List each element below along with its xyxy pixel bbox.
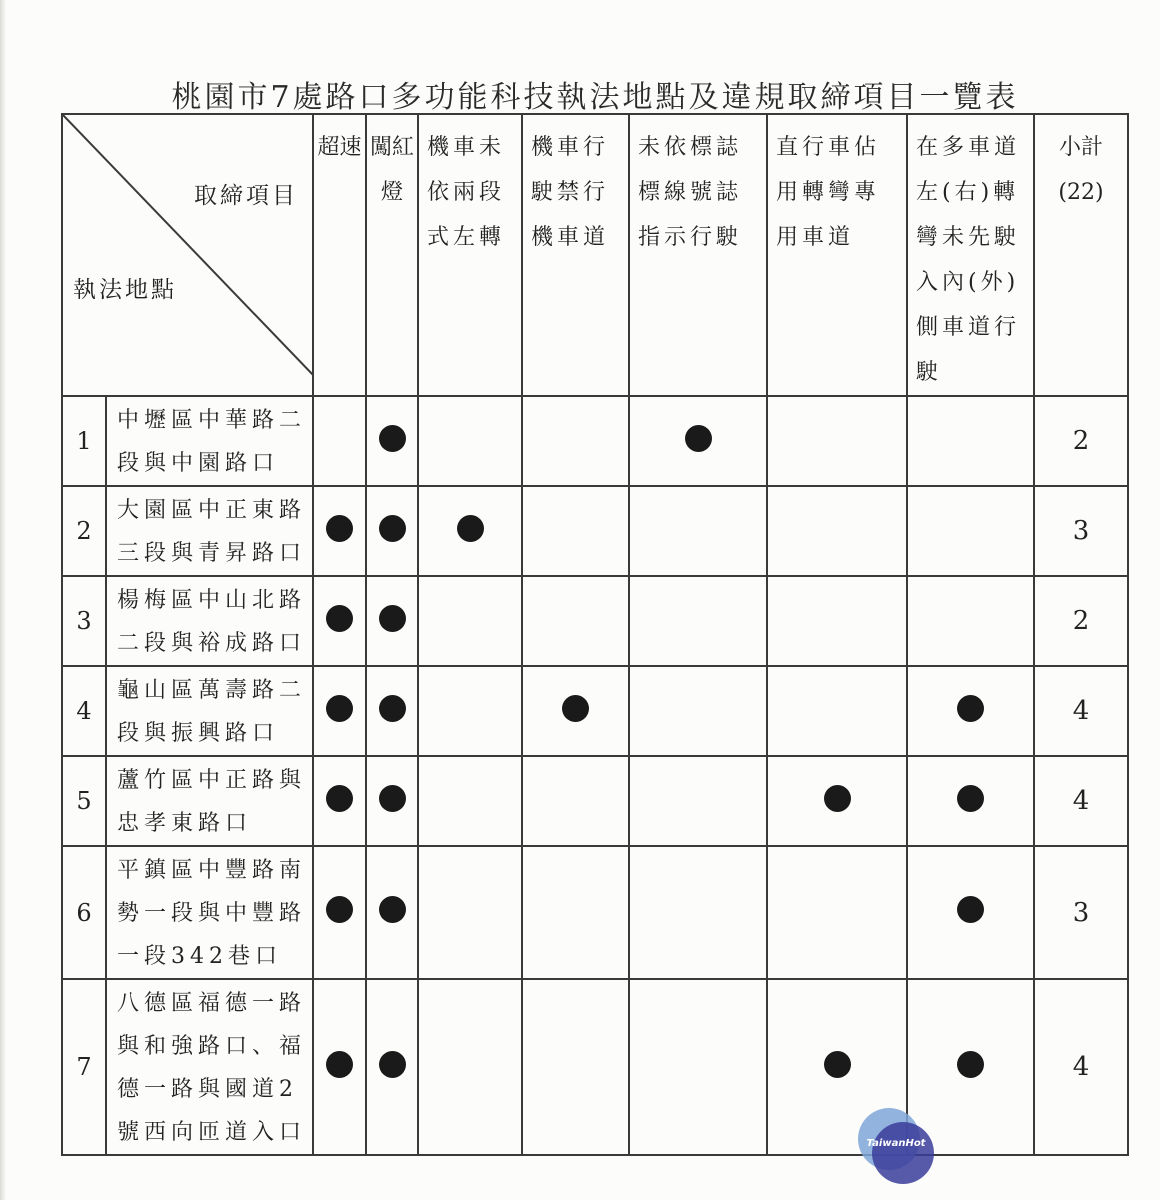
mark-cell <box>522 666 629 756</box>
mark-cell <box>522 979 629 1155</box>
table-row <box>62 846 1128 979</box>
location-cell: 楊梅區中山北路二段與裕成路口 <box>106 576 313 666</box>
filled-dot-marker <box>562 695 589 722</box>
mark-cell <box>366 756 418 846</box>
row-subtotal: 4 <box>1034 979 1128 1155</box>
row-number: 2 <box>62 486 106 576</box>
subtotal-total: (22) <box>1058 180 1104 205</box>
mark-cell <box>907 846 1034 979</box>
mark-cell <box>907 756 1034 846</box>
mark-cell <box>418 486 522 576</box>
location-cell: 八德區福德一路與和強路口、福德一路與國道2號西向匝道入口 <box>106 979 313 1155</box>
location-cell: 蘆竹區中正路與忠孝東路口 <box>106 756 313 846</box>
table-row <box>62 576 1128 666</box>
mark-cell <box>313 396 366 486</box>
row-number: 4 <box>62 666 106 756</box>
filled-dot-marker <box>379 785 406 812</box>
filled-dot-marker <box>957 896 984 923</box>
mark-cell <box>629 756 767 846</box>
mark-cell <box>313 486 366 576</box>
column-header: 機車行駛禁行機車道 <box>522 114 629 396</box>
row-subtotal: 2 <box>1034 396 1128 486</box>
table-row <box>62 756 1128 846</box>
mark-cell <box>418 756 522 846</box>
mark-cell <box>767 576 907 666</box>
mark-cell <box>907 666 1034 756</box>
table-row <box>62 979 1128 1155</box>
filled-dot-marker <box>957 785 984 812</box>
filled-dot-marker <box>326 605 353 632</box>
taiwanhot-watermark <box>858 1108 934 1184</box>
row-subtotal: 4 <box>1034 666 1128 756</box>
filled-dot-marker <box>824 1051 851 1078</box>
corner-top-label: 取締項目 <box>194 183 298 209</box>
mark-cell <box>418 666 522 756</box>
filled-dot-marker <box>326 896 353 923</box>
mark-cell <box>522 576 629 666</box>
filled-dot-marker <box>326 1051 353 1078</box>
watermark-circle-dark <box>872 1122 934 1184</box>
mark-cell <box>522 756 629 846</box>
mark-cell <box>629 846 767 979</box>
row-number: 6 <box>62 846 106 979</box>
row-subtotal: 3 <box>1034 486 1128 576</box>
subtotal-header <box>1034 114 1128 396</box>
row-number: 3 <box>62 576 106 666</box>
header-row <box>62 114 1128 396</box>
mark-cell <box>767 486 907 576</box>
filled-dot-marker <box>824 785 851 812</box>
mark-cell <box>629 666 767 756</box>
mark-cell <box>313 979 366 1155</box>
location-cell: 中壢區中華路二段與中園路口 <box>106 396 313 486</box>
row-number: 7 <box>62 979 106 1155</box>
mark-cell <box>418 846 522 979</box>
mark-cell <box>767 756 907 846</box>
corner-bottom-label: 執法地點 <box>73 277 177 303</box>
mark-cell <box>907 576 1034 666</box>
mark-cell <box>366 666 418 756</box>
document-title: 桃園市7處路口多功能科技執法地點及違規取締項目一覽表 <box>171 80 1019 115</box>
column-header: 超速 <box>313 114 366 396</box>
mark-cell <box>313 666 366 756</box>
column-header: 機車未依兩段式左轉 <box>418 114 522 396</box>
table-row <box>62 396 1128 486</box>
table-row <box>62 666 1128 756</box>
mark-cell <box>366 396 418 486</box>
filled-dot-marker <box>379 425 406 452</box>
mark-cell <box>907 486 1034 576</box>
location-cell: 大園區中正東路三段與青昇路口 <box>106 486 313 576</box>
filled-dot-marker <box>326 695 353 722</box>
mark-cell <box>418 979 522 1155</box>
table-row <box>62 486 1128 576</box>
filled-dot-marker <box>379 1051 406 1078</box>
row-number: 5 <box>62 756 106 846</box>
mark-cell <box>418 396 522 486</box>
mark-cell <box>313 846 366 979</box>
mark-cell <box>418 576 522 666</box>
mark-cell <box>629 979 767 1155</box>
watermark-text: TaiwanHot <box>866 1138 926 1149</box>
mark-cell <box>522 486 629 576</box>
column-header: 闖紅燈 <box>366 114 418 396</box>
corner-header-cell <box>62 114 313 396</box>
filled-dot-marker <box>957 1051 984 1078</box>
filled-dot-marker <box>957 695 984 722</box>
mark-cell <box>767 846 907 979</box>
row-subtotal: 4 <box>1034 756 1128 846</box>
filled-dot-marker <box>326 515 353 542</box>
column-header: 直行車佔用轉彎專用車道 <box>767 114 907 396</box>
mark-cell <box>767 666 907 756</box>
mark-cell <box>907 396 1034 486</box>
location-cell: 龜山區萬壽路二段與振興路口 <box>106 666 313 756</box>
subtotal-label: 小計 <box>1058 135 1103 160</box>
mark-cell <box>767 396 907 486</box>
filled-dot-marker <box>326 785 353 812</box>
enforcement-table <box>61 113 1129 1156</box>
row-subtotal: 3 <box>1034 846 1128 979</box>
mark-cell <box>629 576 767 666</box>
mark-cell <box>366 846 418 979</box>
row-number: 1 <box>62 396 106 486</box>
mark-cell <box>522 846 629 979</box>
diagonal-line <box>63 115 314 376</box>
column-header: 在多車道左(右)轉彎未先駛入內(外)側車道行駛 <box>907 114 1034 396</box>
mark-cell <box>313 576 366 666</box>
filled-dot-marker <box>457 515 484 542</box>
filled-dot-marker <box>379 515 406 542</box>
mark-cell <box>629 396 767 486</box>
page-edge-shadow <box>0 0 6 1200</box>
filled-dot-marker <box>379 605 406 632</box>
mark-cell <box>366 979 418 1155</box>
location-cell: 平鎮區中豐路南勢一段與中豐路一段342巷口 <box>106 846 313 979</box>
row-subtotal: 2 <box>1034 576 1128 666</box>
mark-cell <box>313 756 366 846</box>
column-header: 未依標誌標線號誌指示行駛 <box>629 114 767 396</box>
mark-cell <box>366 576 418 666</box>
filled-dot-marker <box>379 695 406 722</box>
mark-cell <box>366 486 418 576</box>
filled-dot-marker <box>379 896 406 923</box>
mark-cell <box>522 396 629 486</box>
mark-cell <box>629 486 767 576</box>
filled-dot-marker <box>685 425 712 452</box>
